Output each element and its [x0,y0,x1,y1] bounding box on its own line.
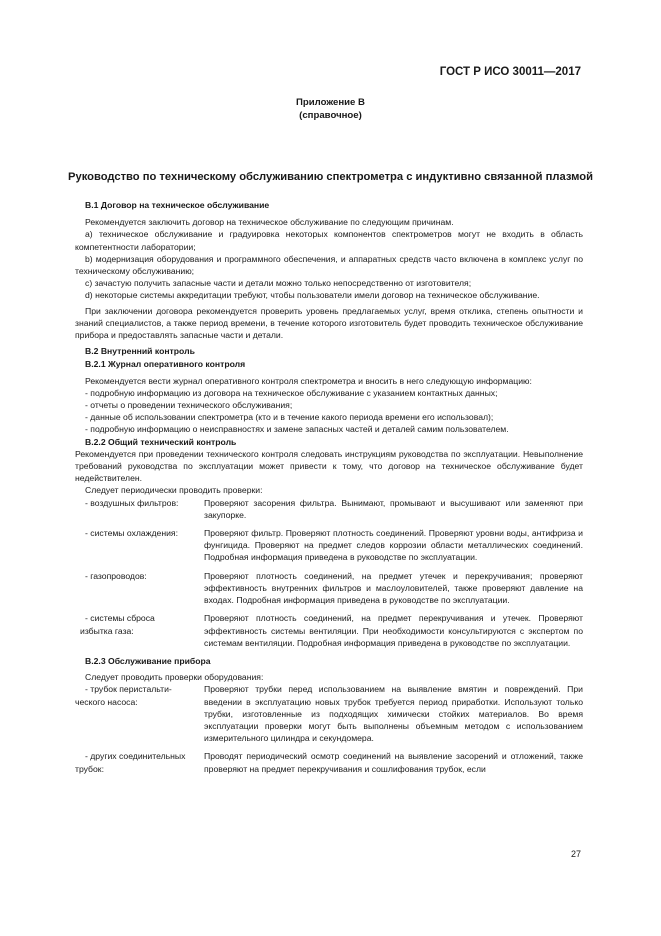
check-description: Проверяют плотность соединений, на предмет перекручивания и утечек. Проверяют эффективность системы вентиляции. При необходимости консультируются с экспертом по системам вентиляции. Подробная информация приведена в руководстве по эксплуатации. [204,613,583,648]
check-row [75,570,583,607]
annex-heading [0,96,661,122]
list-item: а) техническое обслуживание и градуировка некоторых компонентов спектрометров могут не входить в область компетентности лаборатории; [75,229,583,252]
check-description: Проверяют плотность соединений, на предмет утечек и перекручивания; проверяют эффективность внутренних фильтров и маслоуловителей, также проверяют давление на входах. Подробная информация приведена в руководстве по эксплуатации. [204,570,583,606]
check-label-continued: избытка газа: [80,625,134,636]
paragraph: Рекомендуется вести журнал оперативного контроля спектрометра и вносить в него следующую информацию: [85,375,532,386]
check-row [75,612,583,649]
list-item: - данные об использовании спектрометра (кто и в течение какого периода времени его использовал); [85,412,494,423]
check-row [75,750,583,774]
check-label: - газопроводов: [85,570,147,581]
check-row [75,527,583,564]
annex-title: Приложение В [296,97,365,108]
list-item: с) зачастую получить запасные части и детали можно только непосредственно от изготовителя; [85,278,472,289]
paragraph: Рекомендуется заключить договор на техническое обслуживание по следующим причинам. [85,217,454,228]
list-item: - подробную информацию о неисправностях и замене запасных частей и деталей самим пользователем. [85,424,509,435]
check-description: Проверяют засорения фильтра. Вынимают, промывают и высушивают или заменяют при закупорке. [204,497,583,520]
check-label: - системы сброса [85,613,155,624]
list-item: - отчеты о проведении технического обслуживания; [85,400,293,411]
document-code: ГОСТ Р ИСО 30011—2017 [439,66,581,78]
section-heading-b2: В.2 Внутренний контроль [85,346,195,357]
paragraph: Следует проводить проверки оборудования: [85,672,264,683]
annex-kind: (справочное) [299,110,362,121]
section-heading-b21: В.2.1 Журнал оперативного контроля [85,359,246,370]
check-label: - трубок перистальти- [85,684,172,695]
check-description: Проверяют трубки перед использованием на выявление вмятин и повреждений. При введении в эксплуатацию новых трубок требуется период приработки. Используют только трубки, изготовленные из подходящих химически стойких материалов. Во время эксплуатации проверки могут быть выполнены объемным методом с использованием измерительного цилиндра и секундомера. [204,684,583,744]
list-item: d) некоторые системы аккредитации требуют, чтобы пользователи имели договор на техническое обслуживание. [85,290,540,301]
check-description: Проверяют фильтр. Проверяют плотность соединений. Проверяют уровни воды, антифриза и фунгицида. Проверяют на предмет следов коррозии области металлических соединений. Подробная информация приведена в руководстве по эксплуатации. [204,528,583,563]
paragraph: Следует периодически проводить проверки: [85,485,263,496]
check-description: Проводят периодический осмотр соединений на выявление засорений и отложений, также проверяют на предмет перекручивания и сошлифования трубок, если [204,751,583,774]
page-number: 27 [570,849,581,859]
list-item: - подробную информацию из договора на техническое обслуживание с указанием контактных данных; [85,387,498,398]
section-heading-b23: В.2.3 Обслуживание прибора [85,655,211,666]
check-label-continued: ческого насоса: [75,696,138,707]
check-label-continued: трубок: [75,763,104,774]
document-body [75,199,583,781]
section-heading-b22: В.2.2 Общий технический контроль [85,436,237,447]
list-item: b) модернизация оборудования и программного обеспечения, и аппаратных средств часто включена в комплекс услуг по техническому обслуживанию; [75,253,583,277]
main-title: Руководство по техническому обслуживанию спектрометра с индуктивно связанной плазмой [68,171,593,183]
check-label: - воздушных фильтров: [85,497,179,508]
section-heading-b1: В.1 Договор на техническое обслуживание [85,200,270,210]
check-label: - других соединительных [85,751,186,762]
paragraph: При заключении договора рекомендуется проверить уровень предлагаемых услуг, время отклика, степень опытности и знаний специалистов, а также период времени, в течение которого изготовитель будет проводить техническое обслуживание прибора и предоставлять запасные части и детали. [75,305,583,341]
check-row [75,683,583,744]
paragraph: Рекомендуется при проведении технического контроля следовать инструкциям руководства по эксплуатации. Невыполнение требований руководства по эксплуатации может привести к тому, что договор на техническое обслуживание будет недействителен. [75,448,583,484]
check-label: - системы охлаждения: [85,528,178,539]
check-row [75,497,583,521]
